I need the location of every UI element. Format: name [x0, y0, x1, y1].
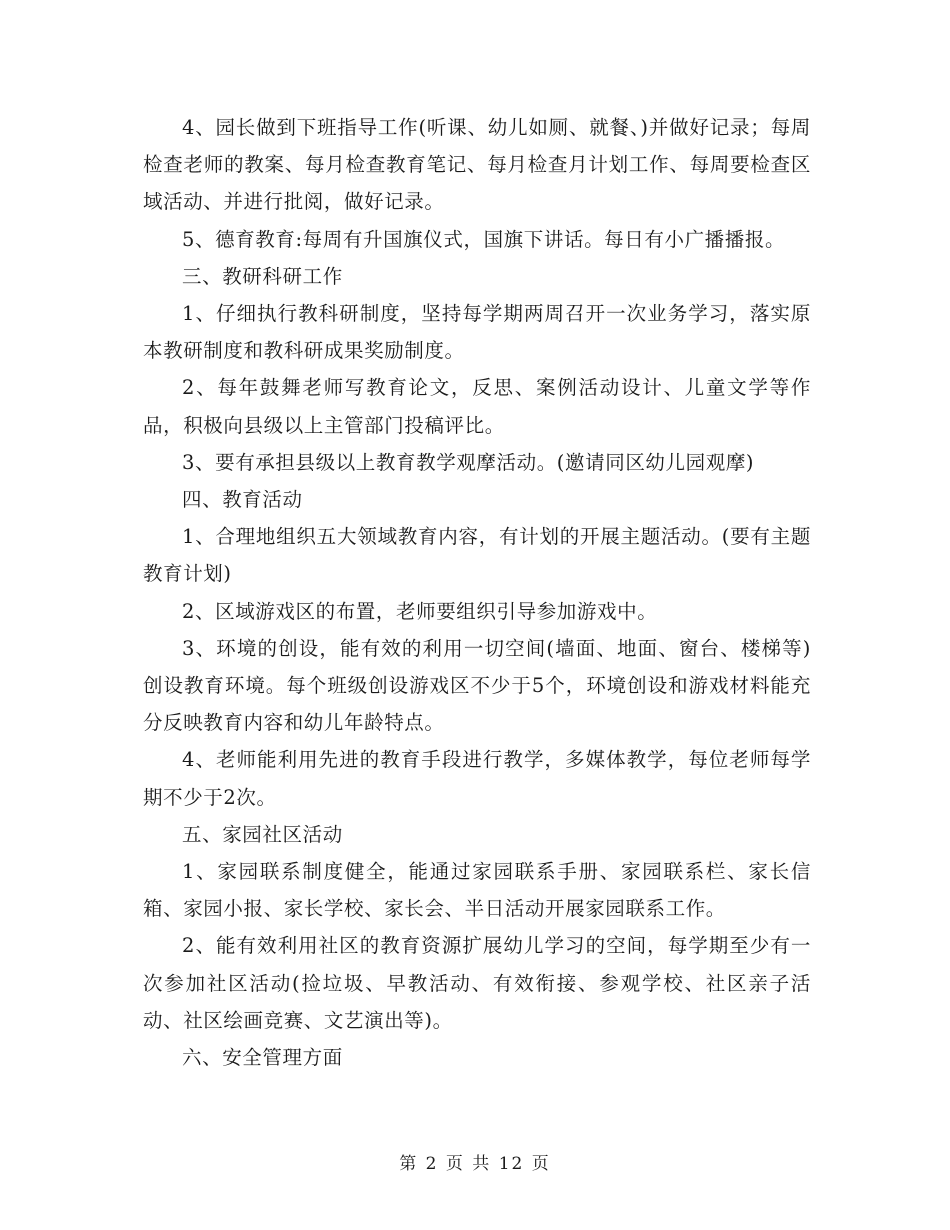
- paragraph-five-domains: 1、合理地组织五大领域教育内容，有计划的开展主题活动。(要有主题教育计划): [143, 525, 811, 586]
- paragraph-papers: 2、每年鼓舞老师写教育论文，反思、案例活动设计、儿童文学等作品，积极向县级以上主管部门投稿评比。: [143, 376, 811, 437]
- paragraph-observation: 3、要有承担县级以上教育教学观摩活动。(邀请同区幼儿园观摩): [182, 450, 755, 474]
- paragraph-play-areas: 2、区域游戏区的布置，老师要组织引导参加游戏中。: [182, 599, 658, 623]
- paragraph-supervision: 4、园长做到下班指导工作(听课、幼儿如厕、就餐、)并做好记录；每周检查老师的教案、每月检查教育笔记、每月检查月计划工作、每周要检查区域活动、并进行批阅，做好记录。: [143, 116, 811, 214]
- section-heading-community: 五、家园社区活动: [182, 822, 343, 846]
- document-body: [143, 109, 811, 1076]
- section-heading-education: 四、教育活动: [182, 488, 303, 512]
- section-heading-research: 三、教研科研工作: [182, 264, 343, 288]
- page-number-footer: 第 2 页 共 12 页: [399, 1154, 551, 1174]
- paragraph-home-school: 1、家园联系制度健全，能通过家园联系手册、家园联系栏、家长信箱、家园小报、家长学校、家长会、半日活动开展家园联系工作。: [143, 860, 811, 921]
- section-heading-safety: 六、安全管理方面: [182, 1046, 343, 1070]
- paragraph-moral-education: 5、德育教育:每周有升国旗仪式，国旗下讲话。每日有小广播播报。: [182, 227, 786, 251]
- paragraph-research-system: 1、仔细执行教科研制度，坚持每学期两周召开一次业务学习，落实原本教研制度和教科研成果奖励制度。: [143, 302, 811, 363]
- paragraph-community-resources: 2、能有效利用社区的教育资源扩展幼儿学习的空间，每学期至少有一次参加社区活动(捡垃圾、早教活动、有效衔接、参观学校、社区亲子活动、社区绘画竞赛、文艺演出等)。: [143, 934, 811, 1032]
- paragraph-multimedia: 4、老师能利用先进的教育手段进行教学，多媒体教学，每位老师每学期不少于2次。: [143, 748, 811, 809]
- paragraph-environment: 3、环境的创设，能有效的利用一切空间(墙面、地面、窗台、楼梯等)创设教育环境。每个班级创设游戏区不少于5个，环境创设和游戏材料能充分反映教育内容和幼儿年龄特点。: [143, 636, 811, 735]
